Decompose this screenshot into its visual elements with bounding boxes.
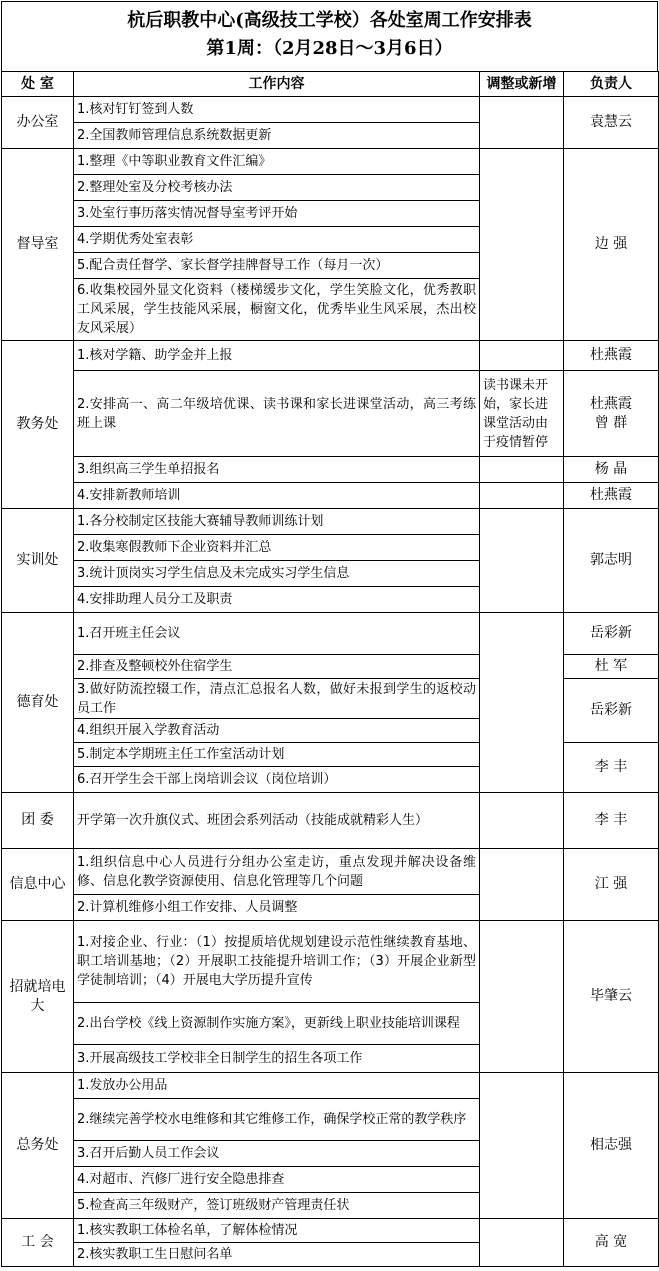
adjust-cell: 读书课未开始，家长进课堂活动由于疫情暂停 [480,371,564,457]
adjust-cell [480,149,564,341]
task-cell: 4.对超市、汽修厂进行安全隐患排查 [74,1167,480,1193]
table-row [2,793,659,849]
task-cell: 1.发放办公用品 [74,1073,480,1099]
adjust-cell [480,793,564,849]
task-cell: 2.安排高一、高二年级培优课、读书课和家长进课堂活动，高三考练班上课 [74,371,480,457]
task-cell: 5.制定本学期班主任工作室活动计划 [74,743,480,767]
table-row [2,509,659,535]
table-row [2,457,659,483]
resp-cell: 岳彩新 [564,613,659,655]
adjust-cell [480,509,564,613]
task-cell: 6.收集校园外显文化资料（楼梯缓步文化，学生笑脸文化，优秀教职工风采展，学生技能风采展，橱窗文化，优秀毕业生风采展，杰出校友风采展） [74,279,480,341]
task-cell: 3.开展高级技工学校非全日制学生的招生各项工作 [74,1045,480,1073]
table-row [2,921,659,1003]
task-text: 1.组织信息中心人员进行分组办公室走访，重点发现并解决设备维修、信息化教学资源使用、信息化管理等几个问题 [77,854,476,889]
adjust-cell [480,97,564,149]
task-cell: 1.各分校制定区技能大赛辅导教师训练计划 [74,509,480,535]
resp-cell: 高 宽 [564,1219,659,1267]
dept-cell: 招就培电大 [2,921,74,1073]
task-cell: 3.召开后勤人员工作会议 [74,1141,480,1167]
adjust-cell [480,849,564,921]
task-cell: 2.核实教职工生日慰问名单 [74,1243,480,1267]
document-title: 杭后职教中心(高级技工学校）各处室周工作安排表 [127,10,532,31]
table-row [2,149,659,175]
dept-cell: 信息中心 [2,849,74,921]
resp-cell: 杜燕霞 [564,483,659,509]
task-cell: 4.安排助理人员分工及职责 [74,587,480,613]
resp-cell: 毕肇云 [564,921,659,1073]
task-cell: 1.对接企业、行业：（1）按提质培优规划建设示范性继续教育基地、职工培训基地；（2）开展职工技能提升培训工作；（3）开展企业新型学徒制培训；（4）开展电大学历提升宣传 [74,921,480,1003]
dept-cell: 工 会 [2,1219,74,1267]
table-row [2,1219,659,1243]
task-cell: 2.继续完善学校水电维修和其它维修工作，确保学校正常的教学秩序 [74,1099,480,1141]
header-content: 工作内容 [74,72,480,97]
resp-cell: 杜燕霞 [564,341,659,371]
task-cell: 2.排查及整顿校外住宿学生 [74,655,480,679]
resp-cell: 江 强 [564,849,659,921]
task-cell: 4.学期优秀处室表彰 [74,227,480,253]
adjust-cell [480,483,564,509]
resp-cell: 边 强 [564,149,659,341]
task-cell: 5.配合责任督学、家长督学挂牌督导工作（每月一次） [74,253,480,279]
adjust-cell [480,341,564,371]
adjust-cell [480,1073,564,1219]
resp-cell: 杨 晶 [564,457,659,483]
task-cell: 1.核对学籍、助学金并上报 [74,341,480,371]
table-row [2,483,659,509]
task-cell: 3.组织高三学生单招报名 [74,457,480,483]
dept-cell: 教务处 [2,341,74,509]
table-row [2,849,659,895]
dept-cell: 办公室 [2,97,74,149]
adjust-cell [480,457,564,483]
resp-cell: 杜 军 [564,655,659,679]
header-resp: 负责人 [564,72,659,97]
adjust-cell [480,613,564,793]
header-dept: 处 室 [2,72,74,97]
task-cell: 开学第一次升旗仪式、班团会系列活动（技能成就精彩人生） [74,793,480,849]
dept-cell: 督导室 [2,149,74,341]
task-cell: 1.核对钉钉签到人数 [74,97,480,123]
resp-cell: 相志强 [564,1073,659,1219]
title-block [1,1,658,71]
dept-cell: 团 委 [2,793,74,849]
table-row [2,341,659,371]
table-row [2,1073,659,1099]
task-cell: 2.全国教师管理信息系统数据更新 [74,123,480,149]
resp-cell: 郭志明 [564,509,659,613]
task-cell: 1.核实教职工体检名单，了解体检情况 [74,1219,480,1243]
task-cell: 3.做好防流控辍工作，清点汇总报名人数，做好未报到学生的返校动员工作 [74,679,480,719]
schedule-table [1,71,659,1267]
task-cell: 4.组织开展入学教育活动 [74,719,480,743]
header-adjust: 调整或新增 [480,72,564,97]
dept-cell: 德育处 [2,613,74,793]
week-range: 第1周：（2月28日～3月6日） [206,38,453,59]
adjust-cell [480,921,564,1073]
task-cell: 2.收集寒假教师下企业资料并汇总 [74,535,480,561]
resp-cell: 岳彩新 [564,679,659,743]
header-row [2,72,659,97]
table-row [2,97,659,123]
task-cell: 2.计算机维修小组工作安排、人员调整 [74,895,480,921]
task-cell: 1.整理《中等职业教育文件汇编》 [74,149,480,175]
resp-cell: 李 丰 [564,793,659,849]
task-cell: 2.整理处室及分校考核办法 [74,175,480,201]
task-cell: 2.出台学校《线上资源制作实施方案》，更新线上职业技能培训课程 [74,1003,480,1045]
task-cell: 3.处室行事历落实情况督导室考评开始 [74,201,480,227]
resp-cell: 袁慧云 [564,97,659,149]
task-cell: 3.统计顶岗实习学生信息及未完成实习学生信息 [74,561,480,587]
dept-cell: 实训处 [2,509,74,613]
adjust-cell [480,1219,564,1267]
table-row [2,613,659,655]
dept-cell: 总务处 [2,1073,74,1219]
task-cell: 1.召开班主任会议 [74,613,480,655]
resp-cell: 杜燕霞 曾 群 [564,371,659,457]
resp-cell: 李 丰 [564,743,659,793]
task-cell [74,849,480,895]
task-cell: 5.检查高三年级财产，签订班级财产管理责任状 [74,1193,480,1219]
task-cell: 4.安排新教师培训 [74,483,480,509]
task-cell: 6.召开学生会干部上岗培训会议（岗位培训） [74,767,480,793]
table-row [2,371,659,457]
